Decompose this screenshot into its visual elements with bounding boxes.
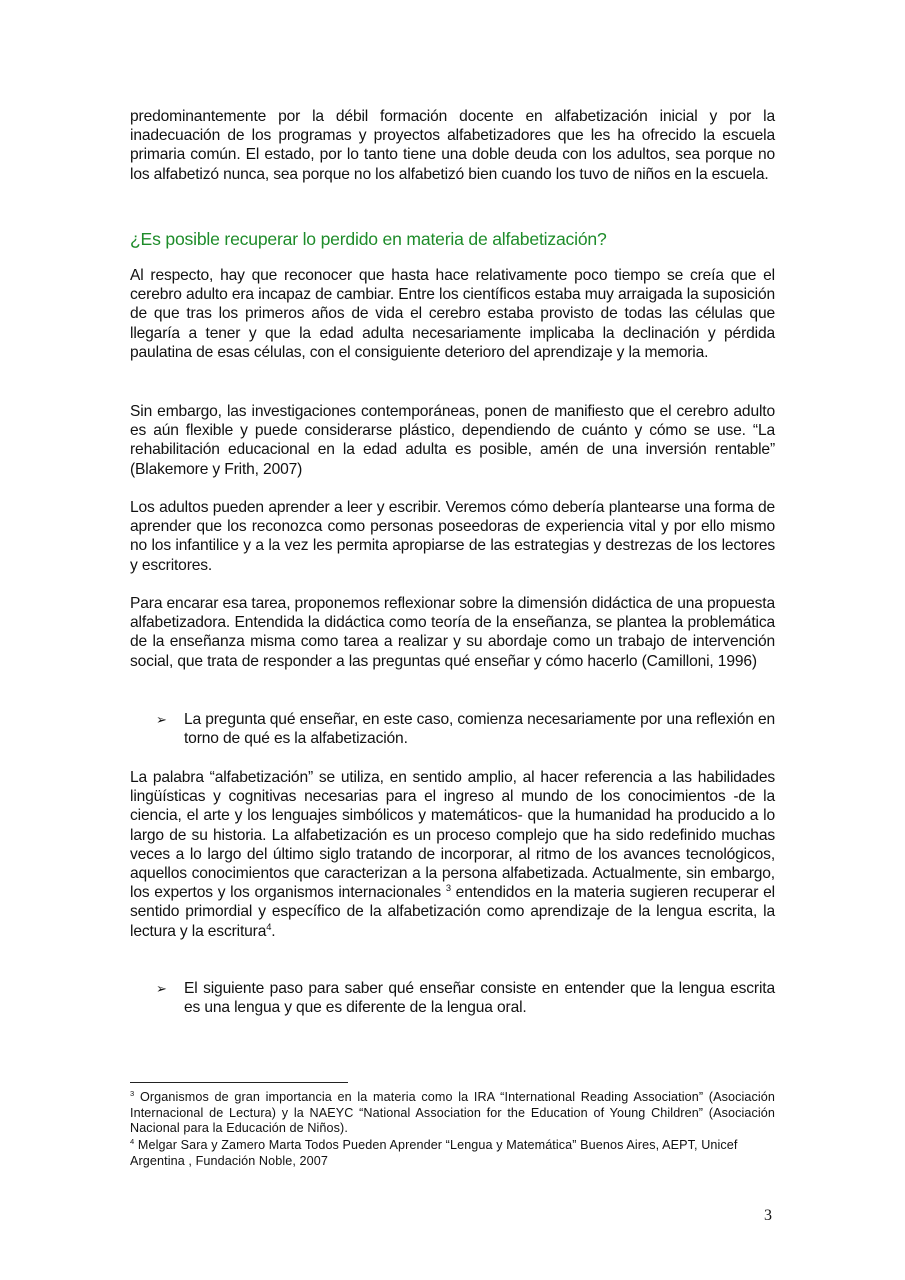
paragraph-text: entendidos en la materia sugieren recuperar el sentido primordial y específico de la alfabetización como aprendizaje de la lengua escrita, la lectura y la escritura	[130, 884, 775, 940]
paragraph-adult-brain: Al respecto, hay que reconocer que hasta hace relativamente poco tiempo se creía que el cerebro adulto era incapaz de cambiar. Entre los científicos estaba muy arraigada la suposición de que tras los primeros años de vida el cerebro estaba provisto de todas las células que llegaría a tener y que la edad adulta necesariamente implicaba la declinación y pérdida paulatina de esas células, con el consiguiente deterioro del aprendizaje y la memoria.	[130, 267, 775, 361]
footnote-divider	[130, 1082, 348, 1083]
paragraph-adults-can-learn: Los adultos pueden aprender a leer y escribir. Veremos cómo debería plantearse una forma de aprender que los reconozca como personas poseedoras de experiencia vital y por ello mismo no los infantilice y a la vez les permita apropiarse de las estrategias y destrezas de los lectores y escritores.	[130, 499, 775, 574]
paragraph-didactic-dimension: Para encarar esa tarea, proponemos reflexionar sobre la dimensión didáctica de una propuesta alfabetizadora. Entendida la didáctica como teoría de la enseñanza, se plantea la problemática de la enseñanza misma como tarea a realizar y su abordaje como un trabajo de intervención social, que trata de responder a las preguntas qué enseñar y cómo hacerlo (Camilloni, 1996)	[130, 595, 775, 670]
paragraph-intro-continuation: predominantemente por la débil formación docente en alfabetización inicial y por la inadecuación de los programas y proyectos alfabetizadores que les ha ofrecido la escuela primaria común. El estado, por lo tanto tiene una doble deuda con los adultos, sea porque no los alfabetizó nunca, sea porque no los alfabetizó bien cuando los tuvo de niños en la escuela.	[130, 108, 775, 183]
arrow-bullet-icon: ➢	[156, 712, 167, 727]
page-number: 3	[764, 1207, 772, 1224]
footnote-ref-3[interactable]: 3	[445, 883, 451, 894]
paragraph-text: La palabra “alfabetización” se utiliza, en sentido amplio, al hacer referencia a las habilidades lingüísticas y cognitivas necesarias para el ingreso al mundo de los conocimientos -de la ciencia, el arte y los lenguajes simbólicos y matemáticos- que la humanidad ha producido a lo largo de su historia. La alfabetización es un proceso complejo que ha sido redefinido muchas veces a lo largo del último siglo tratando de incorporar, al ritmo de los avances tecnológicos, aquellos conocimientos que caracterizan a la persona alfabetizada. Actualmente, sin embargo, los expertos y los organismos internacionales	[130, 769, 775, 902]
footnote-4	[130, 1138, 775, 1169]
paragraph-brain-plasticity: Sin embargo, las investigaciones contemporáneas, ponen de manifiesto que el cerebro adulto es aún flexible y puede considerarse plástico, dependiendo de cuánto y cómo se use. “La rehabilitación educacional en la edad adulta es posible, amén de una inversión rentable” (Blakemore y Frith, 2007)	[130, 403, 775, 478]
footnote-ref-4[interactable]: 4	[266, 921, 272, 932]
paragraph-text: .	[271, 922, 276, 940]
footnote-3	[130, 1090, 775, 1137]
section-heading: ¿Es posible recuperar lo perdido en materia de alfabetización?	[130, 229, 607, 249]
footnote-text: Melgar Sara y Zamero Marta Todos Pueden Aprender “Lengua y Matemática” Buenos Aires, AEPT, Unicef Argentina , Fundación Noble, 2007	[130, 1138, 738, 1168]
arrow-bullet-icon: ➢	[156, 981, 167, 996]
footnote-number: 4	[130, 1136, 135, 1146]
footnote-number: 3	[130, 1088, 135, 1098]
bullet-text: El siguiente paso para saber qué enseñar consiste en entender que la lengua escrita es una lengua y que es diferente de la lengua oral.	[184, 980, 775, 1017]
footnote-text: Organismos de gran importancia en la materia como la IRA “International Reading Association” (Asociación Internacional de Lectura) y la NAEYC “National Association for the Education of Young Children” (Asociación Nacional para la Educación de Niños).	[130, 1090, 775, 1135]
paragraph-literacy-definition	[130, 768, 775, 941]
bullet-text: La pregunta qué enseñar, en este caso, comienza necesariamente por una reflexión en torno de qué es la alfabetización.	[184, 711, 775, 748]
